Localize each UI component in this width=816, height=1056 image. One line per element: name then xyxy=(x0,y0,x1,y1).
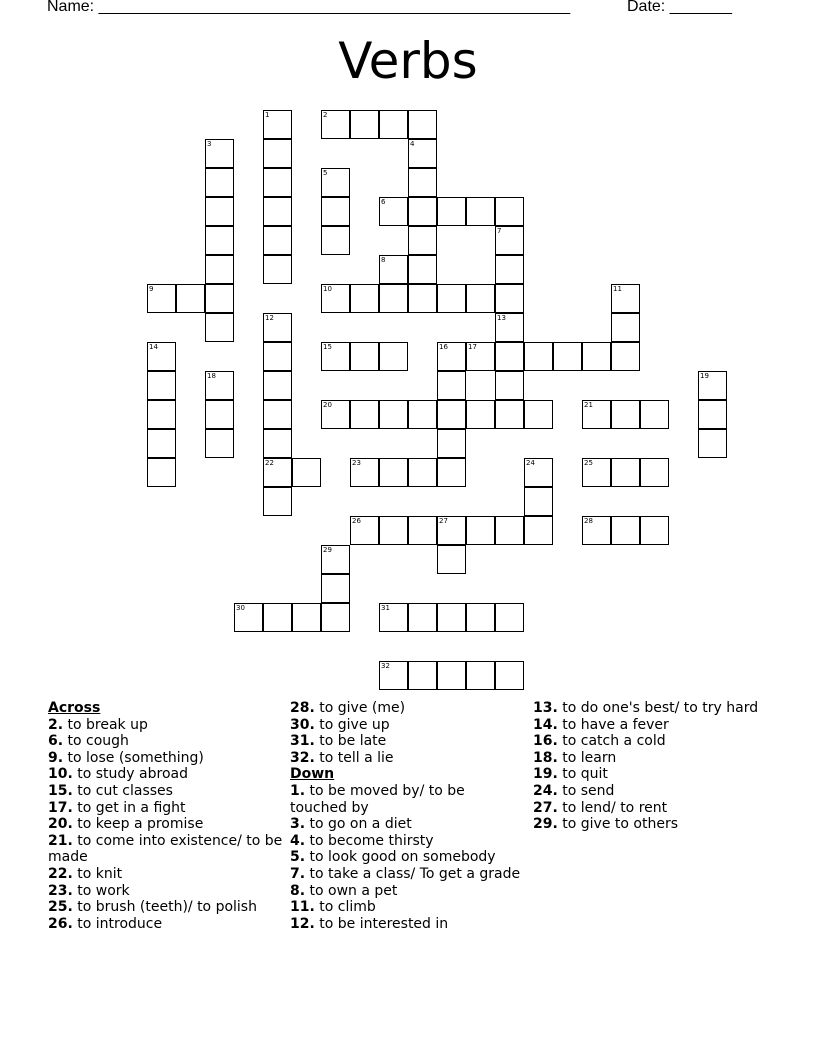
crossword-cell[interactable] xyxy=(437,429,466,458)
crossword-cell[interactable] xyxy=(408,458,437,487)
clue-item xyxy=(290,899,526,916)
crossword-cell[interactable] xyxy=(495,371,524,400)
clue-column-1 xyxy=(48,700,284,932)
clue-text: to look good on somebody xyxy=(305,849,496,866)
clue-text: to introduce xyxy=(72,915,163,932)
crossword-cell[interactable] xyxy=(205,226,234,255)
clue-text: to go on a diet xyxy=(305,816,412,833)
crossword-cell[interactable] xyxy=(466,197,495,226)
crossword-cell[interactable] xyxy=(205,284,234,313)
clue-item xyxy=(533,700,769,717)
crossword-cell[interactable] xyxy=(379,516,408,545)
crossword-cell[interactable] xyxy=(466,661,495,690)
crossword-cell[interactable] xyxy=(205,168,234,197)
crossword-cell[interactable] xyxy=(437,342,466,371)
crossword-cell[interactable] xyxy=(147,458,176,487)
date-field-label[interactable]: Date: _______ xyxy=(627,0,732,15)
name-field-label[interactable]: Name: _____________________________________________________ xyxy=(47,0,571,15)
crossword-cell[interactable] xyxy=(379,342,408,371)
clue-item xyxy=(290,916,526,933)
clue-number: 32. xyxy=(290,749,315,766)
crossword-cell[interactable] xyxy=(350,458,379,487)
clue-number: 19. xyxy=(533,766,558,783)
clue-text: to lose (something) xyxy=(63,749,204,766)
clue-number: 30. xyxy=(290,716,315,733)
crossword-cell[interactable] xyxy=(321,545,350,574)
cell-number: 16 xyxy=(439,343,448,351)
clue-item xyxy=(290,717,526,734)
crossword-cell[interactable] xyxy=(379,284,408,313)
crossword-cell[interactable] xyxy=(408,197,437,226)
crossword-cell[interactable] xyxy=(321,400,350,429)
clue-text: to tell a lie xyxy=(314,749,394,766)
clue-number: 24. xyxy=(533,782,558,799)
clue-number: 11. xyxy=(290,899,315,916)
clue-item xyxy=(48,800,284,817)
clue-number: 1. xyxy=(290,782,306,799)
clue-item xyxy=(533,800,769,817)
cell-number: 5 xyxy=(323,169,328,177)
clue-number: 18. xyxy=(533,749,558,766)
clue-number: 5. xyxy=(290,849,306,866)
clue-item xyxy=(48,899,284,916)
clue-number: 7. xyxy=(290,865,306,882)
crossword-cell[interactable] xyxy=(321,603,350,632)
clue-item xyxy=(533,733,769,750)
crossword-cell[interactable] xyxy=(263,458,292,487)
crossword-cell[interactable] xyxy=(437,516,466,545)
crossword-cell[interactable] xyxy=(698,371,727,400)
crossword-cell[interactable] xyxy=(437,603,466,632)
crossword-cell[interactable] xyxy=(408,284,437,313)
crossword-cell[interactable] xyxy=(263,487,292,516)
across-heading: Across xyxy=(48,700,101,716)
crossword-cell[interactable] xyxy=(408,226,437,255)
cell-number: 21 xyxy=(584,401,593,409)
crossword-cell[interactable] xyxy=(205,197,234,226)
clue-text: to keep a promise xyxy=(72,816,204,833)
crossword-cell[interactable] xyxy=(408,603,437,632)
crossword-cell[interactable] xyxy=(321,197,350,226)
clue-number: 6. xyxy=(48,733,64,750)
clue-text: to give up xyxy=(314,716,390,733)
cell-number: 17 xyxy=(468,343,477,351)
cell-number: 1 xyxy=(265,111,270,119)
clue-number: 3. xyxy=(290,816,306,833)
crossword-cell[interactable] xyxy=(263,226,292,255)
crossword-cell[interactable] xyxy=(611,458,640,487)
clue-item xyxy=(533,750,769,767)
crossword-cell[interactable] xyxy=(350,110,379,139)
crossword-cell[interactable] xyxy=(611,516,640,545)
crossword-cell[interactable] xyxy=(408,168,437,197)
cell-number: 23 xyxy=(352,459,361,467)
clue-item xyxy=(533,766,769,783)
clue-item xyxy=(290,750,526,767)
crossword-cell[interactable] xyxy=(611,313,640,342)
clue-text: to knit xyxy=(72,865,123,882)
clue-text: to lend/ to rent xyxy=(557,799,668,816)
crossword-cell[interactable] xyxy=(698,429,727,458)
cell-number: 14 xyxy=(149,343,158,351)
clue-item xyxy=(48,816,284,833)
crossword-cell[interactable] xyxy=(495,226,524,255)
crossword-cell[interactable] xyxy=(379,458,408,487)
clue-number: 29. xyxy=(533,816,558,833)
crossword-cell[interactable] xyxy=(408,400,437,429)
clue-number: 2. xyxy=(48,716,64,733)
clue-item xyxy=(533,717,769,734)
clue-number: 4. xyxy=(290,832,306,849)
clue-number: 9. xyxy=(48,749,64,766)
crossword-cell[interactable] xyxy=(147,284,176,313)
cell-number: 30 xyxy=(236,604,245,612)
crossword-cell[interactable] xyxy=(263,197,292,226)
clue-number: 25. xyxy=(48,899,73,916)
crossword-cell[interactable] xyxy=(640,516,669,545)
crossword-cell[interactable] xyxy=(321,226,350,255)
crossword-cell[interactable] xyxy=(495,255,524,284)
clue-item xyxy=(48,717,284,734)
clue-number: 20. xyxy=(48,816,73,833)
clue-text: to give (me) xyxy=(314,700,406,716)
crossword-cell[interactable] xyxy=(234,603,263,632)
clue-number: 17. xyxy=(48,799,73,816)
crossword-cell[interactable] xyxy=(466,284,495,313)
cell-number: 18 xyxy=(207,372,216,380)
cell-number: 31 xyxy=(381,604,390,612)
crossword-cell[interactable] xyxy=(147,400,176,429)
crossword-cell[interactable] xyxy=(263,603,292,632)
clue-item xyxy=(48,883,284,900)
clue-item xyxy=(48,783,284,800)
crossword-cell[interactable] xyxy=(524,458,553,487)
clue-text: to brush (teeth)/ to polish xyxy=(72,899,257,916)
crossword-cell[interactable] xyxy=(147,371,176,400)
crossword-cell[interactable] xyxy=(379,197,408,226)
clue-text: to become thirsty xyxy=(305,832,434,849)
clue-number: 8. xyxy=(290,882,306,899)
crossword-cell[interactable] xyxy=(437,371,466,400)
crossword-cell[interactable] xyxy=(495,661,524,690)
cell-number: 32 xyxy=(381,662,390,670)
crossword-cell[interactable] xyxy=(263,400,292,429)
crossword-cell[interactable] xyxy=(437,284,466,313)
crossword-cell[interactable] xyxy=(263,168,292,197)
clue-text: to be interested in xyxy=(314,915,449,932)
clue-number: 28. xyxy=(290,700,315,716)
clue-text: to climb xyxy=(314,899,376,916)
clue-item xyxy=(533,783,769,800)
crossword-cell[interactable] xyxy=(205,313,234,342)
clue-column-3 xyxy=(533,700,769,833)
cell-number: 15 xyxy=(323,343,332,351)
clue-number: 26. xyxy=(48,915,73,932)
clue-item xyxy=(290,700,526,717)
crossword-cell[interactable] xyxy=(582,458,611,487)
crossword-cell[interactable] xyxy=(582,342,611,371)
clue-text: to work xyxy=(72,882,130,899)
crossword-cell[interactable] xyxy=(205,429,234,458)
clue-number: 22. xyxy=(48,865,73,882)
clue-item xyxy=(48,833,284,866)
cell-number: 9 xyxy=(149,285,154,293)
crossword-cell[interactable] xyxy=(408,139,437,168)
clue-text: to be moved by/ to be touched by xyxy=(290,782,465,816)
crossword-cell[interactable] xyxy=(292,458,321,487)
cell-number: 11 xyxy=(613,285,622,293)
clue-number: 23. xyxy=(48,882,73,899)
clue-text: to have a fever xyxy=(557,716,669,733)
crossword-cell[interactable] xyxy=(292,603,321,632)
crossword-cell[interactable] xyxy=(437,197,466,226)
crossword-cell[interactable] xyxy=(582,516,611,545)
crossword-cell[interactable] xyxy=(321,168,350,197)
clue-item xyxy=(290,833,526,850)
clue-text: to break up xyxy=(63,716,148,733)
crossword-cell[interactable] xyxy=(379,400,408,429)
clue-item xyxy=(48,866,284,883)
cell-number: 28 xyxy=(584,517,593,525)
clue-text: to learn xyxy=(557,749,617,766)
crossword-cell[interactable] xyxy=(350,516,379,545)
crossword-cell[interactable] xyxy=(176,284,205,313)
crossword-cell[interactable] xyxy=(640,400,669,429)
crossword-cell[interactable] xyxy=(524,342,553,371)
cell-number: 22 xyxy=(265,459,274,467)
clue-number: 31. xyxy=(290,733,315,750)
clue-text: to cough xyxy=(63,733,129,750)
crossword-cell[interactable] xyxy=(379,255,408,284)
clue-item xyxy=(290,849,526,866)
crossword-cell[interactable] xyxy=(553,342,582,371)
clue-number: 27. xyxy=(533,799,558,816)
crossword-cell[interactable] xyxy=(379,661,408,690)
crossword-cell[interactable] xyxy=(408,516,437,545)
crossword-cell[interactable] xyxy=(321,110,350,139)
crossword-cell[interactable] xyxy=(350,284,379,313)
clue-number: 13. xyxy=(533,700,558,716)
crossword-cell[interactable] xyxy=(350,342,379,371)
crossword-cell[interactable] xyxy=(147,429,176,458)
crossword-cell[interactable] xyxy=(466,400,495,429)
crossword-cell[interactable] xyxy=(466,516,495,545)
crossword-cell[interactable] xyxy=(263,313,292,342)
cell-number: 2 xyxy=(323,111,328,119)
crossword-cell[interactable] xyxy=(379,603,408,632)
crossword-cell[interactable] xyxy=(263,255,292,284)
crossword-cell[interactable] xyxy=(437,458,466,487)
crossword-cell[interactable] xyxy=(263,139,292,168)
clue-text: to send xyxy=(557,782,615,799)
clue-item xyxy=(290,733,526,750)
clue-text: to get in a fight xyxy=(72,799,186,816)
cell-number: 6 xyxy=(381,198,386,206)
crossword-cell[interactable] xyxy=(495,197,524,226)
cell-number: 3 xyxy=(207,140,212,148)
clue-text: to do one's best/ to try hard xyxy=(557,700,759,716)
clue-number: 10. xyxy=(48,766,73,783)
cell-number: 12 xyxy=(265,314,274,322)
clue-number: 15. xyxy=(48,782,73,799)
cell-number: 4 xyxy=(410,140,415,148)
crossword-cell[interactable] xyxy=(205,255,234,284)
crossword-cell[interactable] xyxy=(408,255,437,284)
crossword-cell[interactable] xyxy=(611,284,640,313)
clue-number: 12. xyxy=(290,915,315,932)
cell-number: 8 xyxy=(381,256,386,264)
crossword-cell[interactable] xyxy=(495,284,524,313)
clue-text: to study abroad xyxy=(72,766,188,783)
crossword-cell[interactable] xyxy=(495,603,524,632)
crossword-cell[interactable] xyxy=(437,545,466,574)
clue-text: to quit xyxy=(557,766,608,783)
clue-item xyxy=(48,733,284,750)
clue-text: to give to others xyxy=(557,816,678,833)
clue-text: to come into existence/ to be made xyxy=(48,832,283,866)
clue-number: 14. xyxy=(533,716,558,733)
crossword-cell[interactable] xyxy=(147,342,176,371)
down-heading: Down xyxy=(290,766,335,783)
crossword-cell[interactable] xyxy=(698,400,727,429)
clue-text: to own a pet xyxy=(305,882,398,899)
crossword-cell[interactable] xyxy=(582,400,611,429)
cell-number: 26 xyxy=(352,517,361,525)
crossword-cell[interactable] xyxy=(321,574,350,603)
crossword-cell[interactable] xyxy=(495,342,524,371)
cell-number: 10 xyxy=(323,285,332,293)
cell-number: 7 xyxy=(497,227,502,235)
crossword-cell[interactable] xyxy=(321,284,350,313)
crossword-cell[interactable] xyxy=(408,110,437,139)
crossword-cell[interactable] xyxy=(205,400,234,429)
crossword-cell[interactable] xyxy=(437,661,466,690)
cell-number: 13 xyxy=(497,314,506,322)
cell-number: 29 xyxy=(323,546,332,554)
cell-number: 20 xyxy=(323,401,332,409)
crossword-cell[interactable] xyxy=(437,400,466,429)
crossword-cell[interactable] xyxy=(524,516,553,545)
clue-item xyxy=(48,766,284,783)
crossword-cell[interactable] xyxy=(495,516,524,545)
cell-number: 27 xyxy=(439,517,448,525)
crossword-cell[interactable] xyxy=(205,139,234,168)
clue-number: 21. xyxy=(48,832,73,849)
clue-item xyxy=(290,866,526,883)
clue-item xyxy=(48,750,284,767)
clue-column-2 xyxy=(290,700,526,932)
crossword-cell[interactable] xyxy=(321,342,350,371)
clue-text: to cut classes xyxy=(72,782,173,799)
clue-text: to catch a cold xyxy=(557,733,666,750)
page-title: Verbs xyxy=(338,32,478,90)
cell-number: 19 xyxy=(700,372,709,380)
crossword-cell[interactable] xyxy=(263,110,292,139)
clue-item xyxy=(533,816,769,833)
clue-text: to take a class/ To get a grade xyxy=(305,865,521,882)
crossword-cell[interactable] xyxy=(524,487,553,516)
crossword-cell[interactable] xyxy=(350,400,379,429)
crossword-cell[interactable] xyxy=(379,110,408,139)
cell-number: 25 xyxy=(584,459,593,467)
crossword-cell[interactable] xyxy=(408,661,437,690)
crossword-cell[interactable] xyxy=(611,342,640,371)
crossword-cell[interactable] xyxy=(263,342,292,371)
cell-number: 24 xyxy=(526,459,535,467)
crossword-cell[interactable] xyxy=(640,458,669,487)
clue-item xyxy=(48,916,284,933)
crossword-cell[interactable] xyxy=(263,429,292,458)
crossword-cell[interactable] xyxy=(263,371,292,400)
crossword-cell[interactable] xyxy=(495,400,524,429)
crossword-cell[interactable] xyxy=(466,342,495,371)
crossword-cell[interactable] xyxy=(611,400,640,429)
clue-item xyxy=(290,783,526,816)
crossword-cell[interactable] xyxy=(466,603,495,632)
crossword-cell[interactable] xyxy=(524,400,553,429)
clue-text: to be late xyxy=(314,733,387,750)
crossword-cell[interactable] xyxy=(205,371,234,400)
clue-item xyxy=(290,816,526,833)
crossword-cell[interactable] xyxy=(495,313,524,342)
clue-number: 16. xyxy=(533,733,558,750)
clue-item xyxy=(290,883,526,900)
